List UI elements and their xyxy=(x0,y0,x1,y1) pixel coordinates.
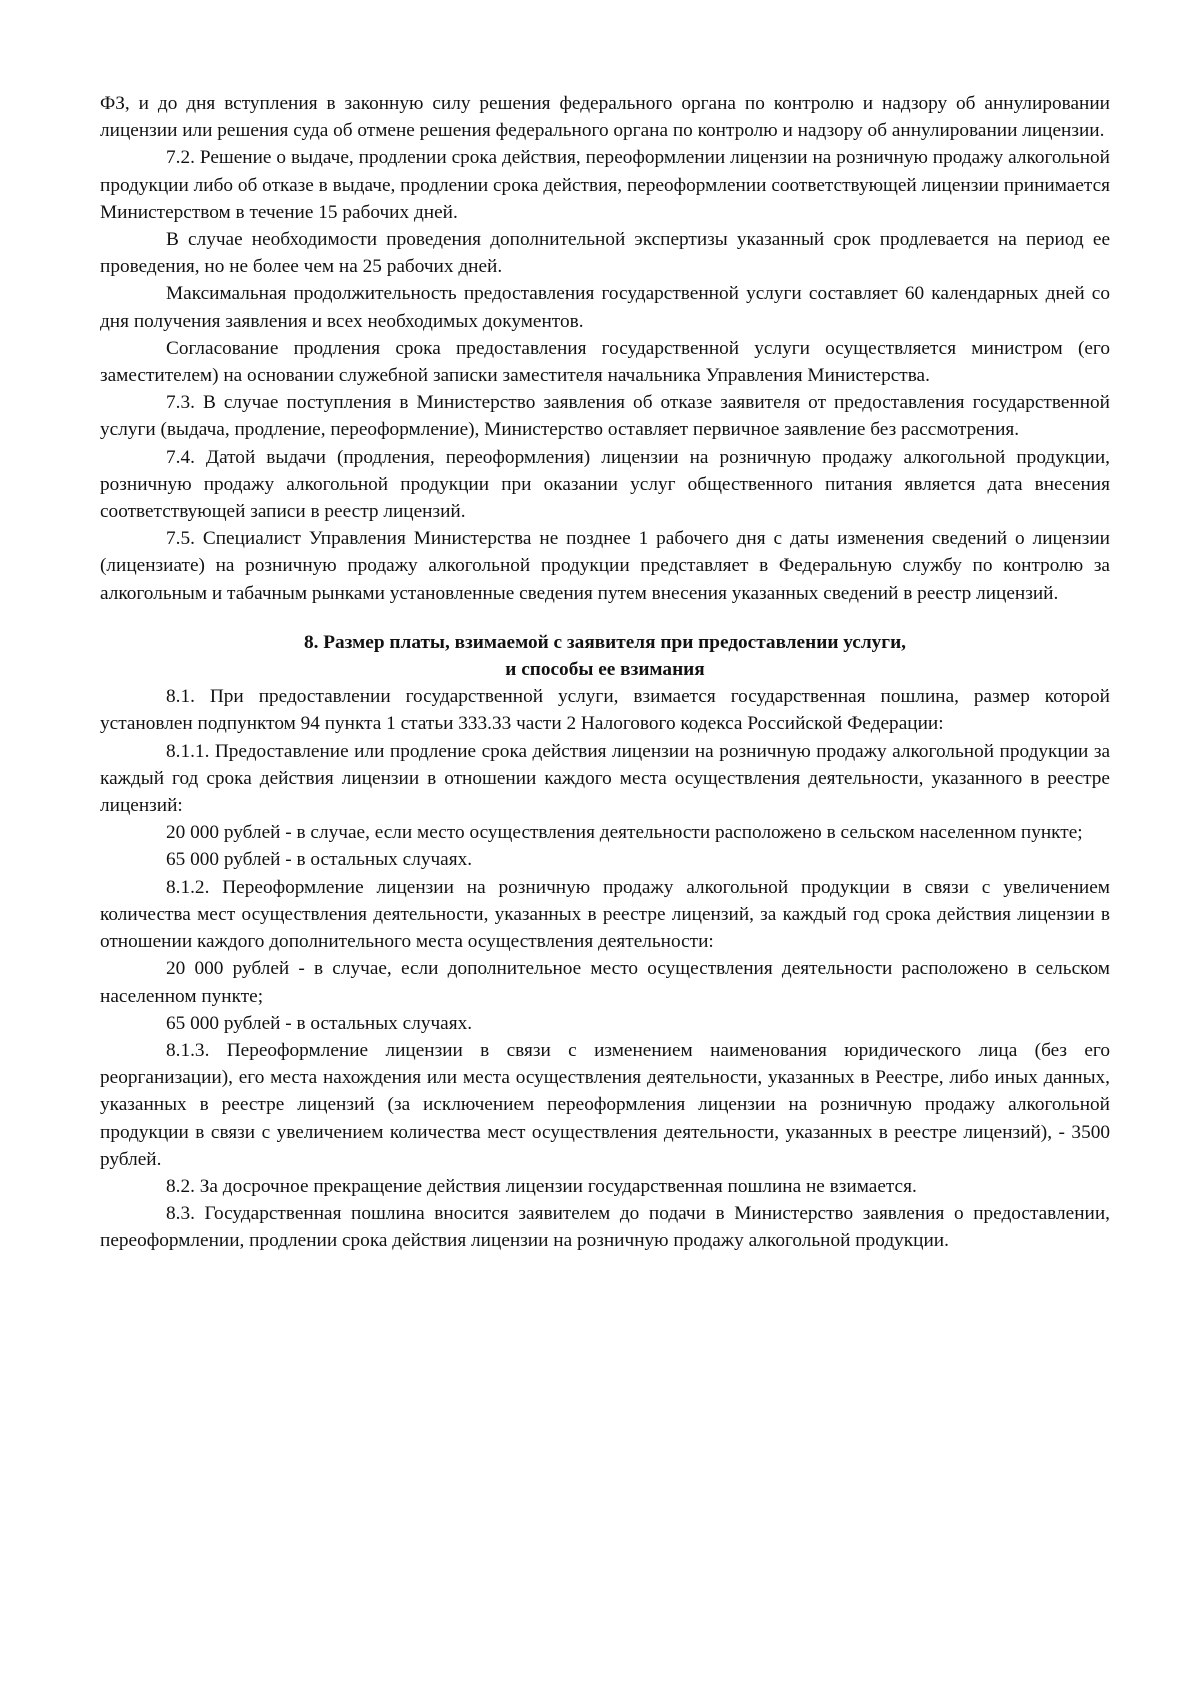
section-8-heading-line-2: и способы ее взимания xyxy=(505,659,705,681)
paragraph-8-1: 8.1. При предоставлении государственной услуги, взимается государственная пошлина, размер которой установлен подпунктом 94 пункта 1 статьи 333.33 части 2 Налогового кодекса Российской Федерации: xyxy=(100,686,1110,735)
section-8-heading xyxy=(100,629,1110,683)
paragraph-8-1-1: 8.1.1. Предоставление или продление срока действия лицензии на розничную продажу алкогольной продукции за каждый год срока действия лицензии в отношении каждого места осуществления деятельности, указанного в реестре лицензий: xyxy=(100,740,1110,817)
document-page xyxy=(100,90,1110,1255)
paragraph-8-3: 8.3. Государственная пошлина вносится заявителем до подачи в Министерство заявления о предоставлении, переоформлении, продлении срока действия лицензии на розничную продажу алкогольной продукции. xyxy=(100,1203,1110,1252)
paragraph-7-2-max-duration: Максимальная продолжительность предоставления государственной услуги составляет 60 календарных дней со дня получения заявления и всех необходимых документов. xyxy=(100,283,1110,332)
paragraph-8-1-1-other-fee: 65 000 рублей - в остальных случаях. xyxy=(166,849,473,871)
paragraph-7-2: 7.2. Решение о выдаче, продлении срока действия, переоформлении лицензии на розничную продажу алкогольной продукции либо об отказе в выдаче, продлении срока действия, переоформлении соответствующей лицензии принимается Министерством в течение 15 рабочих дней. xyxy=(100,147,1110,223)
paragraph-7-4: 7.4. Датой выдачи (продления, переоформления) лицензии на розничную продажу алкогольной продукции, розничную продажу алкогольной продукции при оказании услуг общественного питания является дата внесения соответствующей записи в реестр лицензий. xyxy=(100,446,1110,523)
paragraph-8-1-1-rural-fee: 20 000 рублей - в случае, если место осуществления деятельности расположено в сельском населенном пункте; xyxy=(166,822,1083,844)
paragraph-8-1-2: 8.1.2. Переоформление лицензии на розничную продажу алкогольной продукции в связи с увеличением количества мест осуществления деятельности, указанных в реестре лицензий, за каждый год срока действия лицензии в отношении каждого дополнительного места осуществления деятельности: xyxy=(100,876,1110,953)
paragraph-7-2-extension: В случае необходимости проведения дополнительной экспертизы указанный срок продлевается на период ее проведения, но не более чем на 25 рабочих дней. xyxy=(100,229,1110,278)
section-8-heading-line-1: 8. Размер платы, взимаемой с заявителя при предоставлении услуги, xyxy=(303,631,906,653)
paragraph-8-2: 8.2. За досрочное прекращение действия лицензии государственная пошлина не взимается. xyxy=(166,1175,917,1197)
paragraph-8-1-2-other-fee: 65 000 рублей - в остальных случаях. xyxy=(166,1012,473,1034)
paragraph-7-1-end: ФЗ, и до дня вступления в законную силу решения федерального органа по контролю и надзору об аннулировании лицензии или решения суда об отмене решения федерального органа по контролю и надзору об аннулировании лицензии. xyxy=(100,93,1110,142)
paragraph-8-1-2-rural-fee: 20 000 рублей - в случае, если дополнительное место осуществления деятельности расположено в сельском населенном пункте; xyxy=(100,958,1110,1007)
paragraph-7-3: 7.3. В случае поступления в Министерство заявления об отказе заявителя от предоставления государственной услуги (выдача, продление, переоформление), Министерство оставляет первичное заявление без рассмотрения. xyxy=(100,392,1110,441)
paragraph-7-2-approval: Согласование продления срока предоставления государственной услуги осуществляется министром (его заместителем) на основании служебной записки заместителя начальника Управления Министерства. xyxy=(100,337,1110,387)
paragraph-7-5: 7.5. Специалист Управления Министерства не позднее 1 рабочего дня с даты изменения сведений о лицензии (лицензиате) на розничную продажу алкогольной продукции представляет в Федеральную службу по контролю за алкогольным и табачным рынками установленные сведения путем внесения указанных сведений в реестр лицензий. xyxy=(100,528,1110,604)
paragraph-8-1-3: 8.1.3. Переоформление лицензии в связи с изменением наименования юридического лица (без его реорганизации), его места нахождения или места осуществления деятельности, указанных в Реестре, либо иных данных, указанных в реестре лицензий (за исключением переоформления лицензии на розничную продажу алкогольной продукции в связи с увеличением количества мест осуществления деятельности, указанных в реестре лицензий), - 3500 рублей. xyxy=(100,1039,1110,1170)
